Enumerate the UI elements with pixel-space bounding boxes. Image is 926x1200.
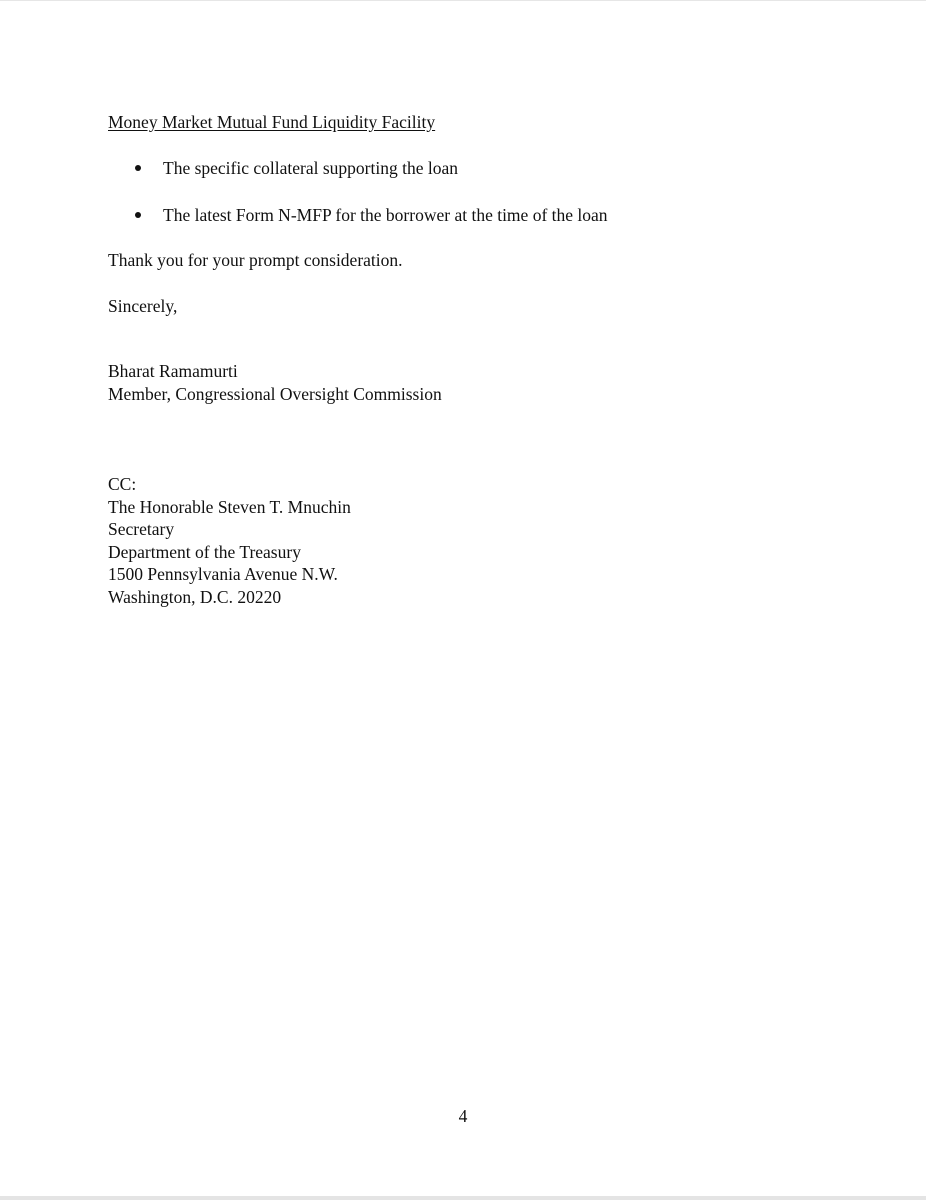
cc-address-street: 1500 Pennsylvania Avenue N.W. xyxy=(108,564,338,584)
cc-recipient-department: Department of the Treasury xyxy=(108,541,301,562)
bullet-icon xyxy=(135,165,141,171)
cc-recipient-title: Secretary xyxy=(108,519,175,539)
cc-recipient-name: The Honorable Steven T. Mnuchin xyxy=(108,496,351,517)
cc-address-city: Washington, D.C. 20220 xyxy=(108,586,282,607)
bullet-icon xyxy=(135,212,141,218)
bullet-item-form-nmfp: The latest Form N-MFP for the borrower at the time of the loan xyxy=(163,205,608,225)
closing-thanks: Thank you for your prompt consideration. xyxy=(108,250,403,270)
cc-block xyxy=(108,473,351,608)
valediction: Sincerely, xyxy=(108,296,178,316)
signer-name: Bharat Ramamurti xyxy=(108,361,238,381)
signer-title: Member, Congressional Oversight Commission xyxy=(108,383,442,404)
signature-block xyxy=(108,360,442,405)
page-number: 4 xyxy=(458,1106,468,1126)
cc-label: CC: xyxy=(108,474,137,494)
bullet-item-collateral: The specific collateral supporting the loan xyxy=(163,158,458,178)
section-heading: Money Market Mutual Fund Liquidity Facility xyxy=(108,112,436,132)
